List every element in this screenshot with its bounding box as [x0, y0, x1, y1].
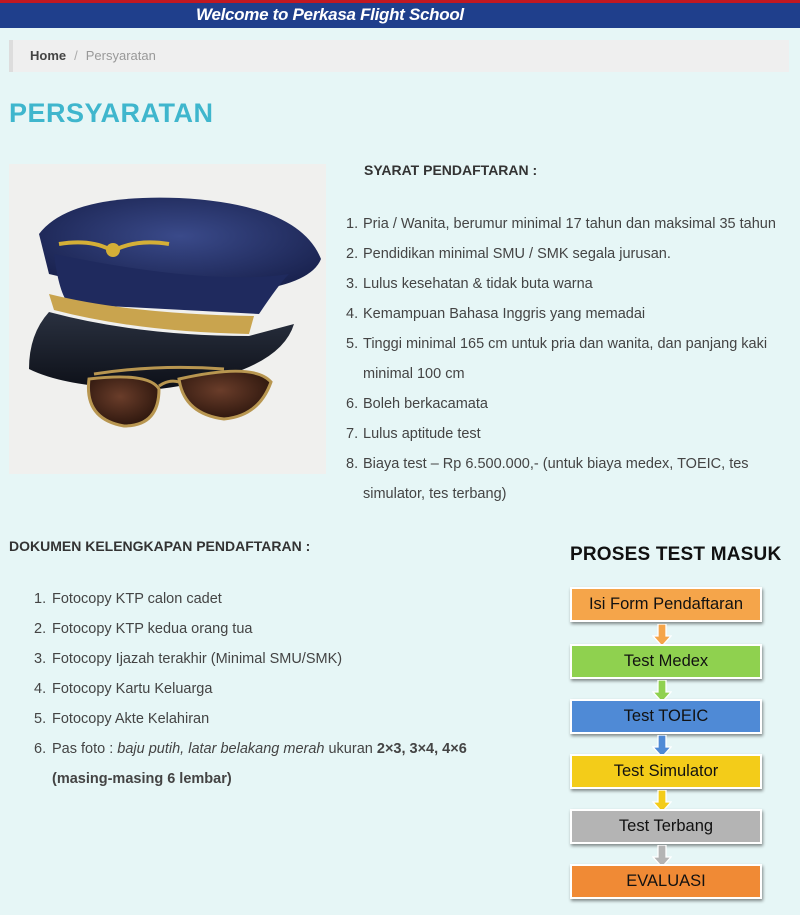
list-item: 5. Tinggi minimal 165 cm untuk pria dan wanita, dan panjang kaki minimal 100 cm — [346, 336, 768, 382]
list-item: 3. Lulus kesehatan & tidak buta warna — [346, 276, 593, 292]
step-isi-form: Isi Form Pendaftaran — [570, 587, 762, 622]
list-item: 2. Pendidikan minimal SMU / SMK segala jurusan. — [346, 246, 671, 262]
step-test-terbang: Test Terbang — [570, 809, 762, 844]
breadcrumb-separator: / — [74, 48, 78, 63]
breadcrumb-home-link[interactable]: Home — [30, 48, 67, 63]
syarat-list — [346, 209, 796, 509]
step-test-simulator: Test Simulator — [570, 754, 762, 789]
syarat-heading: SYARAT PENDAFTARAN : — [364, 162, 538, 178]
proses-test-flowchart — [566, 540, 798, 910]
step-test-medex: Test Medex — [570, 644, 762, 679]
site-header-banner — [0, 0, 800, 28]
list-item: 6. Boleh berkacamata — [346, 396, 488, 412]
list-item: 4. Fotocopy Kartu Keluarga — [34, 681, 213, 697]
list-item: 4. Kemampuan Bahasa Inggris yang memadai — [346, 306, 646, 322]
page-title: PERSYARATAN — [9, 98, 214, 128]
step-evaluasi: EVALUASI — [570, 864, 762, 899]
site-header-title: Welcome to Perkasa Flight School — [196, 5, 464, 24]
dokumen-heading: DOKUMEN KELENGKAPAN PENDAFTARAN : — [9, 538, 311, 554]
pilot-cap-and-sunglasses-icon — [9, 164, 326, 474]
list-item: 6. Pas foto : baju putih, latar belakang merah ukuran 2×3, 3×4, 4×6 (masing-masing 6 lembar) — [34, 741, 467, 787]
list-item: 1. Fotocopy KTP calon cadet — [34, 591, 222, 607]
list-item: 2. Fotocopy KTP kedua orang tua — [34, 621, 253, 637]
breadcrumb — [9, 40, 789, 72]
list-item: 8. Biaya test – Rp 6.500.000,- (untuk biaya medex, TOEIC, tes simulator, tes terbang) — [346, 456, 749, 502]
step-test-toeic: Test TOEIC — [570, 699, 762, 734]
dokumen-list — [34, 584, 534, 794]
breadcrumb-current: Persyaratan — [85, 48, 156, 63]
list-item: 5. Fotocopy Akte Kelahiran — [34, 711, 210, 727]
list-item: 1. Pria / Wanita, berumur minimal 17 tahun dan maksimal 35 tahun — [346, 216, 776, 232]
proses-title: PROSES TEST MASUK — [570, 544, 782, 565]
list-item: 7. Lulus aptitude test — [346, 426, 481, 442]
pilot-cap-photo — [9, 164, 326, 474]
list-item: 3. Fotocopy Ijazah terakhir (Minimal SMU/SMK) — [34, 651, 343, 667]
